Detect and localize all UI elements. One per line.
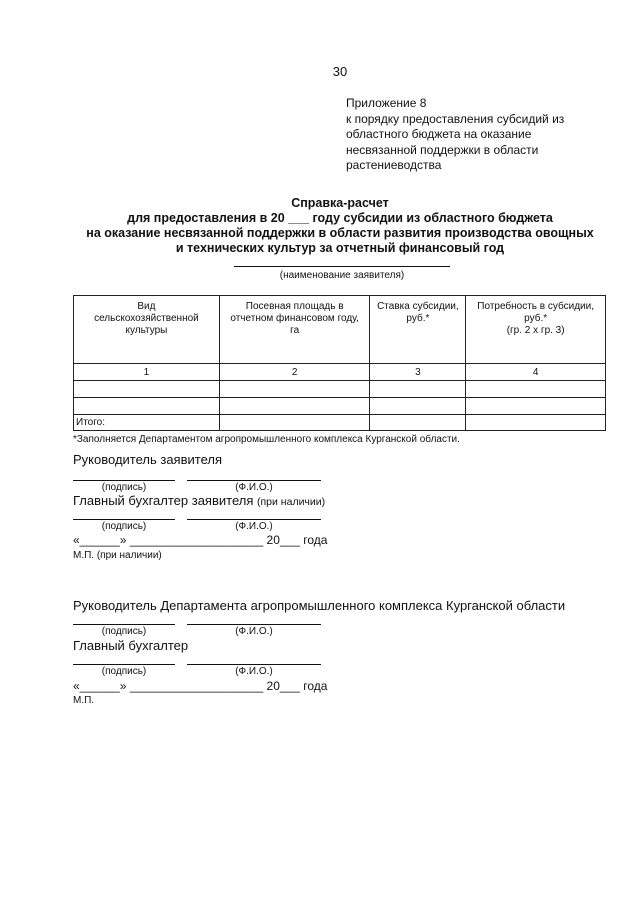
title-line: Справка-расчет bbox=[291, 196, 389, 210]
signature-line bbox=[73, 480, 175, 481]
name-line bbox=[187, 624, 321, 625]
name-line bbox=[187, 664, 321, 665]
signature-line bbox=[73, 519, 175, 520]
applicant-accountant-title: Главный бухгалтер заявителя (при наличии) bbox=[73, 493, 326, 508]
applicant-stamp-place: М.П. (при наличии) bbox=[73, 550, 162, 561]
document-title bbox=[0, 196, 640, 256]
column-number: 4 bbox=[466, 364, 606, 381]
name-line bbox=[187, 480, 321, 481]
table-row bbox=[74, 398, 606, 415]
department-stamp-place: М.П. bbox=[73, 695, 95, 706]
signature-caption: (подпись) bbox=[101, 626, 147, 637]
accountant-note: (при наличии) bbox=[257, 496, 326, 508]
header-subsidy-rate: Ставка субсидии, руб.* bbox=[370, 296, 466, 364]
appendix-line: к порядку предоставления субсидий из bbox=[346, 111, 565, 126]
title-line: и технических культур за отчетный финансовый год bbox=[175, 241, 505, 255]
appendix-line: Приложение 8 bbox=[346, 96, 427, 110]
department-head-title: Руководитель Департамента агропромышленного комплекса Курганской области bbox=[73, 598, 566, 613]
calculation-table bbox=[73, 295, 606, 431]
column-number: 1 bbox=[74, 364, 220, 381]
appendix-line: растениеводства bbox=[346, 158, 442, 172]
name-caption: (Ф.И.О.) bbox=[235, 521, 273, 532]
signature-caption: (подпись) bbox=[101, 482, 147, 493]
column-number: 2 bbox=[219, 364, 370, 381]
applicant-date-line: «______» ____________________ 20___ года bbox=[73, 533, 328, 547]
name-caption: (Ф.И.О.) bbox=[235, 626, 273, 637]
total-label: Итого: bbox=[74, 415, 220, 431]
signature-line bbox=[73, 664, 175, 665]
table-row bbox=[74, 381, 606, 398]
header-crop-type: Вид сельскохозяйственной культуры bbox=[74, 296, 220, 364]
signature-caption: (подпись) bbox=[101, 666, 147, 677]
header-subsidy-need: Потребность в субсидии, руб.* (гр. 2 х гр. 3) bbox=[466, 296, 606, 364]
applicant-name-line bbox=[234, 266, 450, 267]
page-number: 30 bbox=[332, 64, 348, 79]
appendix-line: несвязанной поддержки в области bbox=[346, 142, 539, 157]
signature-line bbox=[73, 624, 175, 625]
title-line: на оказание несвязанной поддержки в области развития производства овощных bbox=[86, 226, 594, 240]
table-column-numbers-row bbox=[74, 364, 606, 381]
department-date-line: «______» ____________________ 20___ года bbox=[73, 679, 328, 693]
name-line bbox=[187, 519, 321, 520]
department-accountant-title: Главный бухгалтер bbox=[73, 638, 189, 653]
appendix-reference bbox=[346, 96, 564, 174]
name-caption: (Ф.И.О.) bbox=[235, 482, 273, 493]
table-total-row bbox=[74, 415, 606, 431]
table-header-row bbox=[74, 296, 606, 364]
header-sown-area: Посевная площадь в отчетном финансовом году, га bbox=[219, 296, 370, 364]
name-caption: (Ф.И.О.) bbox=[235, 666, 273, 677]
title-line: для предоставления в 20 ___ году субсидии из областного бюджета bbox=[127, 211, 553, 225]
column-number: 3 bbox=[370, 364, 466, 381]
signature-caption: (подпись) bbox=[101, 521, 147, 532]
appendix-line: областного бюджета на оказание bbox=[346, 127, 532, 141]
applicant-head-title: Руководитель заявителя bbox=[73, 452, 222, 467]
applicant-name-caption: (наименование заявителя) bbox=[279, 270, 405, 281]
footnote: *Заполняется Департаментом агропромышленного комплекса Курганской области. bbox=[73, 434, 460, 445]
